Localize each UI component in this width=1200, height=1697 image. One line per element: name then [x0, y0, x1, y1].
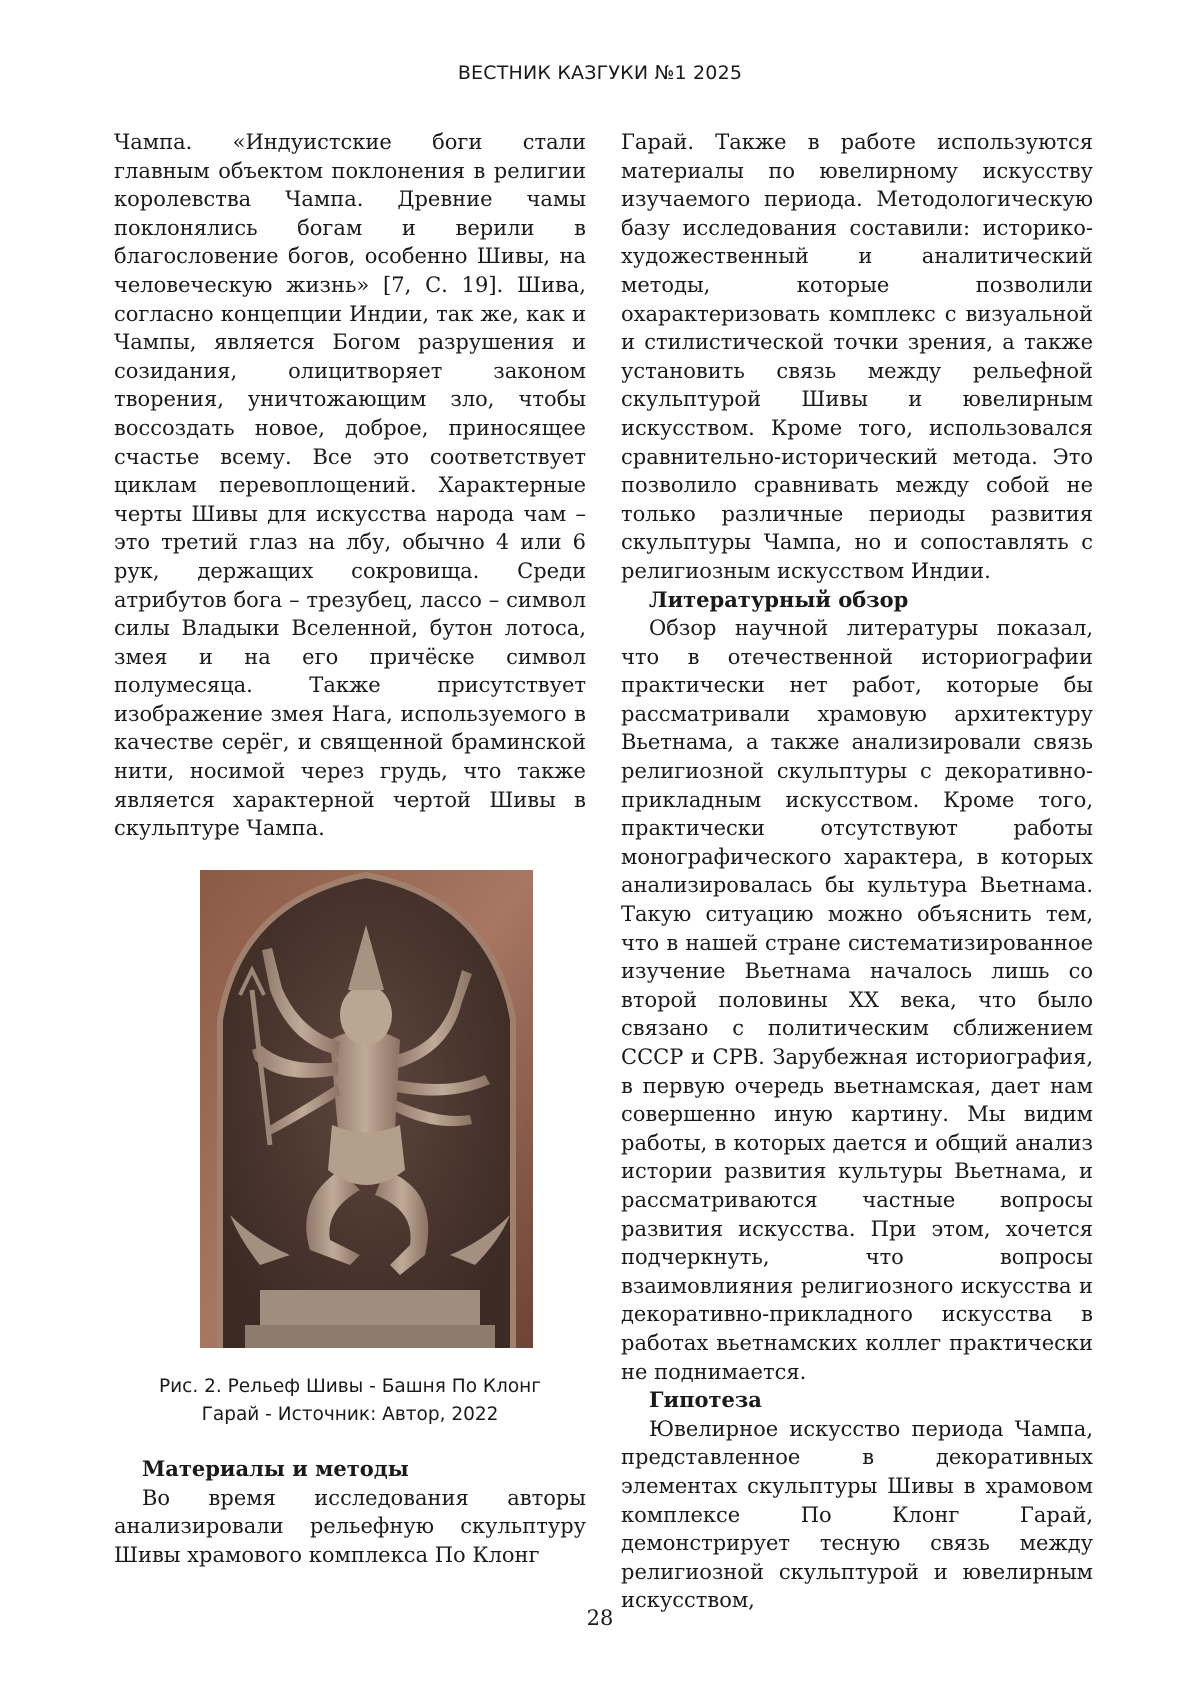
figure-caption	[114, 1373, 586, 1429]
hypothesis-heading: Гипотеза	[649, 1387, 762, 1413]
materials-paragraph: Во время исследования авторы анализировали рельефную скульптуру Шивы храмового комплекса По Клонг	[114, 1485, 586, 1567]
left-column	[114, 128, 586, 843]
shiva-relief-image	[200, 870, 533, 1348]
literature-review-paragraph: Обзор научной литературы показал, что в отечественной историографии практически нет работ, которые бы рассматривали храмовую архитектуру Вьетнама, а также анализировали связь религиозной скульптуры с декоративно-прикладным искусством. Кроме того, практически отсутствуют работы монографического характера, в которых анализировалась бы культура Вьетнама. Такую ситуацию можно объяснить тем, что в нашей стране систематизированное изучение Вьетнама началось лишь со второй половины XX века, что было связано с политическим сближением СССР и СРВ. Зарубежная историография, в первую очередь вьетнамская, дает нам совершенно иную картину. Мы видим работы, в которых дается и общий анализ истории развития культуры Вьетнама, и рассматриваются частные вопросы развития искусства. При этом, хочется подчеркнуть, что вопросы взаимовлияния религиозного искусства и декоративно-прикладного искусства в работах вьетнамских коллег практически не поднимается.	[621, 616, 1093, 1384]
left-paragraph: Чампа. «Индуистские боги стали главным объектом поклонения в религии королевства Чампа. Древние чамы поклонялись богам и верили в благословение богов, особенно Шивы, на человеческую жизнь» [7, С. 19]. Шива, согласно концепции Индии, так же, как и Чампы, является Богом разрушения и созидания, олицитворяет законом творения, уничтожающим зло, чтобы воссоздать новое, доброе, приносящее счастье всему. Все это соответствует циклам перевоплощений. Характерные черты Шивы для искусства народа чам – это третий глаз на лбу, обычно 4 или 6 рук, держащих сокровища. Среди атрибутов бога – трезубец, лассо – символ силы Владыки Вселенной, бутон лотоса, змея и на его причёске символ полумесяца. Также присутствует изображение змея Нага, используемого в качестве серёг, и священной браминской нити, носимой через грудь, что также является характерной чертой Шивы в скульптуре Чампа.	[114, 130, 586, 841]
materials-heading: Материалы и методы	[142, 1456, 409, 1481]
literature-review-heading: Литературный обзор	[649, 586, 909, 612]
methods-continuation-paragraph: Гарай. Также в работе используются материалы по ювелирному искусству изучаемого периода. Методологическую базу исследования составили: историко-художественный и аналитический методы, которые позволили охарактеризовать комплекс с визуальной и стилистической точки зрения, а также установить связь между рельефной скульптурой Шивы и ювелирным искусством. Кроме того, использовался сравнительно-исторический метода. Это позволило сравнивать между собой не только различные периоды развития скульптуры Чампа, но и сопоставлять с религиозным искусством Индии.	[621, 130, 1093, 583]
page-number: 28	[586, 1606, 614, 1630]
caption-line-1: Рис. 2. Рельеф Шивы - Башня По Клонг	[158, 1376, 541, 1397]
caption-line-2: Гарай - Источник: Автор, 2022	[201, 1404, 499, 1425]
shiva-relief-figure	[200, 870, 533, 1348]
journal-header: ВЕСТНИК КАЗГУКИ №1 2025	[457, 62, 743, 84]
materials-section	[114, 1455, 586, 1569]
hypothesis-paragraph: Ювелирное искусство периода Чампа, представленное в декоративных элементах скульптуры Шивы в храмовом комплексе По Клонг Гарай, демонстрирует тесную связь между религиозной скульптурой и ювелирным искусством,	[621, 1416, 1093, 1613]
right-column	[621, 128, 1093, 1615]
